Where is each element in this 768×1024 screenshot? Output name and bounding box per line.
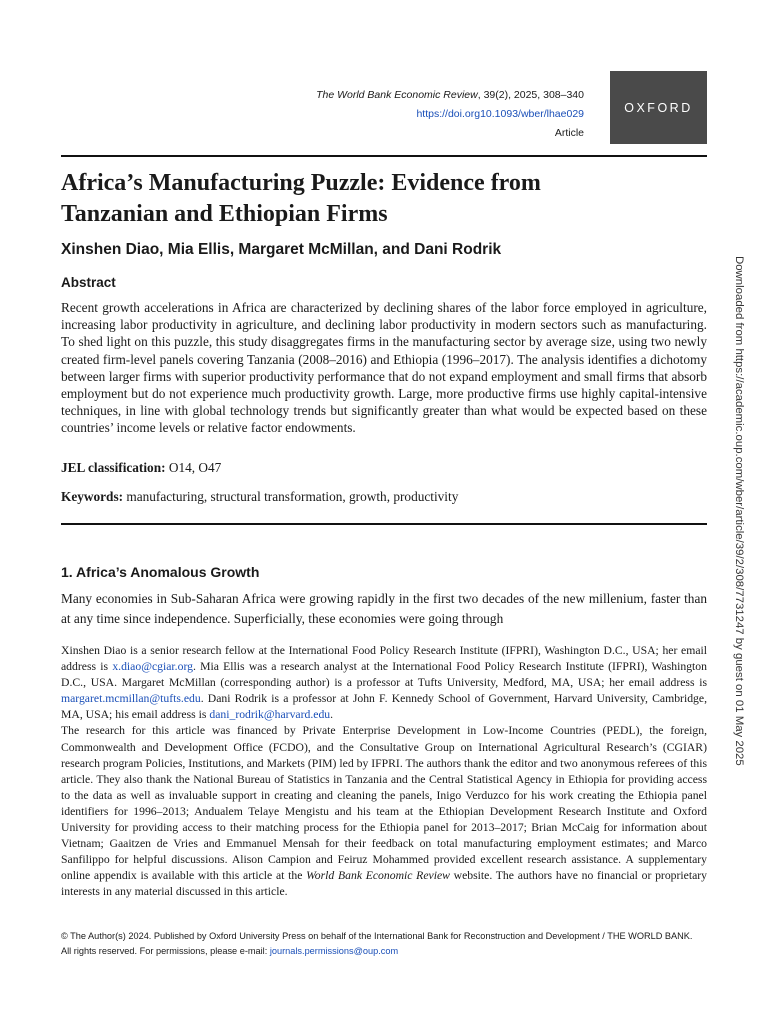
footnote-text: website. The authors have no financial or proprietary interests in any material discussed in this article. [61,869,708,899]
author-footnote [61,643,707,901]
email-link-diao[interactable]: x.diao@cgiar.org [112,660,193,674]
keywords [61,489,458,505]
abstract-text: Recent growth accelerations in Africa are characterized by declining shares of the labor force employed in agriculture, increasing labor productivity in agriculture, and declining labor productivity in modern sectors such as manufacturing. To shed light on this puzzle, this study disaggregates firms in the manufacturing sector by average size, using two newly created firm-level panels covering Tanzania (2008–2016) and Ethiopia (1996–2017). The analysis identifies a dichotomy between larger firms with superior productivity performance that do not expand employment and small firms that absorb employment but do not experience much productivity growth. Large, more productive firms use highly capital-intensive techniques, in line with global technology trends but significantly greater than what would be expected based on these countries’ income levels or relative factor endowments. [61,300,707,436]
doi-link[interactable]: https://doi.org10.1093/wber/lhae029 [416,108,584,120]
journal-name-italic: World Bank Economic Review [306,869,450,883]
copyright-text: All rights reserved. For permissions, please e-mail: [61,946,270,956]
footnote-text: . Mia Ellis was a research analyst at the International Food Policy Research Institute (IFPRI), Washington D.C., USA. Margaret McMillan (corresponding author) is a professor at Tufts University, Medford, MA, USA; her email address is [61,660,707,690]
article-title [61,168,681,230]
jel-classification [61,460,221,476]
abstract-divider [61,523,707,525]
journal-citation [316,86,584,105]
header-divider [61,155,707,157]
article-header-meta [316,86,584,143]
permissions-email-link[interactable]: journals.permissions@oup.com [269,946,399,956]
footnote-text: Xinshen Diao is a senior research fellow at the International Food Policy Research Institute (IFPRI), Washington D.C., USA; her email address is [61,644,707,674]
section-heading: 1. Africa’s Anomalous Growth [61,564,260,580]
keywords-value: manufacturing, structural transformation, growth, productivity [123,489,459,504]
citation-details: , 39(2), 2025, 308–340 [477,89,584,101]
footnote-text: . Dani Rodrik is a professor at John F. Kennedy School of Government, Harvard University, Cambridge, MA, USA; his email address is [61,692,707,722]
section-body-text: Many economies in Sub-Saharan Africa were growing rapidly in the first two decades of the new millenium, faster than at any time since independence. Superficially, these economies were going through [61,591,707,626]
footnote-text: The research for this article was financed by Private Enterprise Development in Low-Income Countries (PEDL), the foreign, Commonwealth and Development Office (FCDO), and the Consultative Group on International Agricultural Research’s (CGIAR) research program Policies, Institutions, and Markets (PIM) led by IFPRI. The authors thank the editor and two anonymous referees of this article. They also thank the National Bureau of Statistics in Tanzania and the Central Statistical Agency in Ethiopia for providing access to the data as well as invaluable support in creating and cleaning the panels, Inigo Verduzco for his work creating the Ethiopia panel identifiers for 1996–2013; Andualem Telaye Mengistu and his team at the Ethiopian Development Research Institute and Oxford University for providing access to their matching process for the Ethiopia panel for 2013–2017; Brian McCaig for information about Vietnam; Gaaitzen de Vries and Emmanuel Mensah for their feedback on total manufacturing employment estimates; and Marco Sanfilippo for helpful discussions. Alison Campion and Feiruz Mohammed provided excellent research assistance. A supplementary online appendix is available with this article at the [61,724,707,883]
title-line-2: Tanzanian and Ethiopian Firms [61,201,388,227]
title-line-1: Africa’s Manufacturing Puzzle: Evidence from [61,170,541,196]
email-link-rodrik[interactable]: dani_rodrik@harvard.edu [209,708,331,722]
journal-name: The World Bank Economic Review [316,89,478,101]
download-watermark: Downloaded from https://academic.oup.com/wber/article/39/2/308/7731247 by guest on 01 May 2025 [733,256,745,766]
footnote-acknowledgments [61,723,707,900]
footnote-affiliations [61,643,707,723]
copyright-line-2 [61,944,721,959]
jel-value: O14, O47 [165,460,222,475]
email-link-mcmillan[interactable]: margaret.mcmillan@tufts.edu [61,692,201,706]
copyright-notice [61,929,721,959]
article-type: Article [554,127,584,139]
jel-label: JEL classification: [61,460,166,475]
oxford-logo: OXFORD [610,71,707,144]
abstract-heading: Abstract [61,275,116,290]
copyright-line-1: © The Author(s) 2024. Published by Oxford University Press on behalf of the International Bank for Reconstruction and Development / THE WORLD BANK. [61,931,693,941]
keywords-label: Keywords: [61,489,124,504]
footnote-text: . [330,708,334,722]
author-list: Xinshen Diao, Mia Ellis, Margaret McMillan, and Dani Rodrik [61,241,502,258]
